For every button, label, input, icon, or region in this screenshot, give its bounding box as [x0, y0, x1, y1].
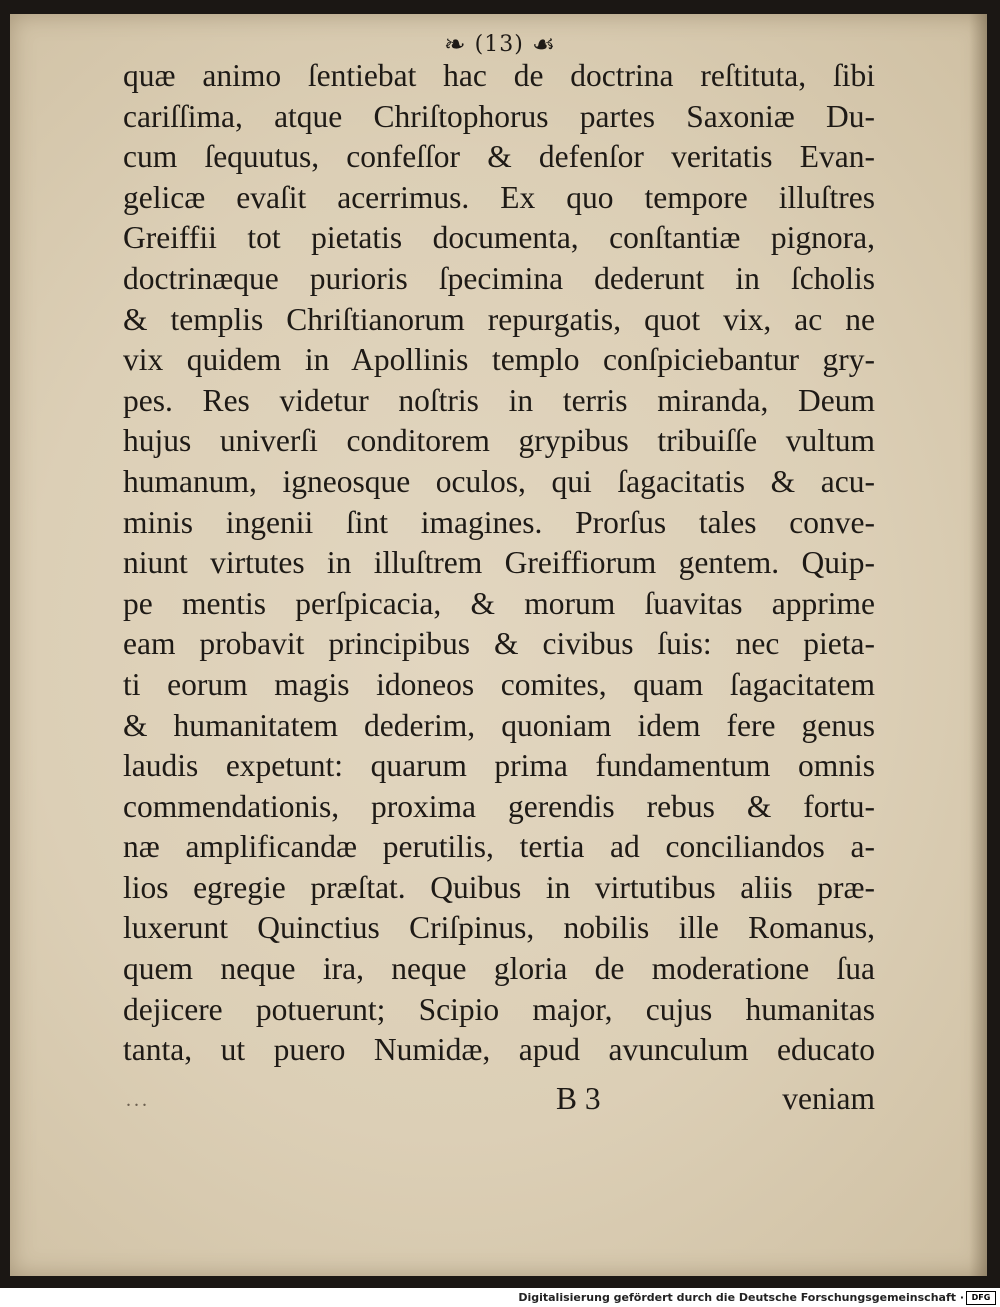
footer-marks: ... — [126, 1089, 150, 1111]
text-line: humanum, igneosque oculos, qui ſagacitatis & acu- — [123, 463, 875, 499]
text-line: pes. Res videtur noſtris in terris miranda, Deum — [123, 382, 875, 418]
text-line: doctrinæque purioris ſpecimina dederunt in ſcholis — [123, 260, 875, 296]
text-line: commendationis, proxima gerendis rebus & fortu- — [123, 788, 875, 824]
ornament-right-icon: ☙ — [531, 30, 557, 60]
text-line: lios egregie præſtat. Quibus in virtutibus aliis præ- — [123, 869, 875, 905]
page-number: (13) — [474, 32, 524, 57]
dfg-attribution-text: Digitalisierung gefördert durch die Deutsche Forschungsgemeinschaft · — [518, 1291, 964, 1304]
ornament-left-icon: ❧ — [443, 30, 467, 60]
text-line: Greiffii tot pietatis documenta, conſtantiæ pignora, — [123, 220, 875, 256]
page-fold-edge — [969, 14, 987, 1276]
dfg-attribution-bar — [0, 1288, 1000, 1307]
text-line: pe mentis perſpicacia, & morum ſuavitas apprime — [123, 585, 875, 621]
page-footer — [123, 1081, 875, 1121]
text-line: luxerunt Quinctius Criſpinus, nobilis ille Romanus, — [123, 910, 875, 946]
text-line: & templis Chriſtianorum repurgatis, quot vix, ac ne — [123, 301, 875, 337]
text-line: niunt virtutes in illuſtrem Greiffiorum gentem. Quip- — [123, 545, 875, 581]
text-line: ti eorum magis idoneos comites, quam ſagacitatem — [123, 666, 875, 702]
text-line: & humanitatem dederim, quoniam idem fere genus — [123, 707, 875, 743]
dfg-logo: DFG — [966, 1291, 996, 1305]
text-line: cariſſima, atque Chriſtophorus partes Saxoniæ Du- — [123, 98, 875, 134]
text-line: gelicæ evaſit acerrimus. Ex quo tempore illuſtres — [123, 179, 875, 215]
text-line: laudis expetunt: quarum prima fundamentum omnis — [123, 748, 875, 784]
text-line: cum ſequutus, confeſſor & defenſor veritatis Evan- — [123, 139, 875, 175]
text-line: hujus univerſi conditorem grypibus tribuiſſe vultum — [123, 423, 875, 459]
text-line: quæ animo ſentiebat hac de doctrina reſtituta, ſibi — [123, 58, 875, 93]
text-line: eam probavit principibus & civibus ſuis: nec pieta- — [123, 626, 875, 662]
text-line: næ amplificandæ perutilis, tertia ad conciliandos a- — [123, 829, 875, 865]
signature-mark: B 3 — [556, 1081, 601, 1116]
text-line: quem neque ira, neque gloria de moderatione ſua — [123, 951, 875, 987]
text-line: tanta, ut puero Numidæ, apud avunculum educato — [123, 1032, 875, 1068]
text-line: dejicere potuerunt; Scipio major, cujus humanitas — [123, 991, 875, 1027]
book-page — [10, 14, 987, 1276]
text-line: minis ingenii ſint imagines. Prorſus tales conve- — [123, 504, 875, 540]
catchword: veniam — [782, 1081, 875, 1116]
body-text — [123, 56, 875, 1071]
text-line: vix quidem in Apollinis templo conſpiciebantur gry- — [123, 342, 875, 378]
